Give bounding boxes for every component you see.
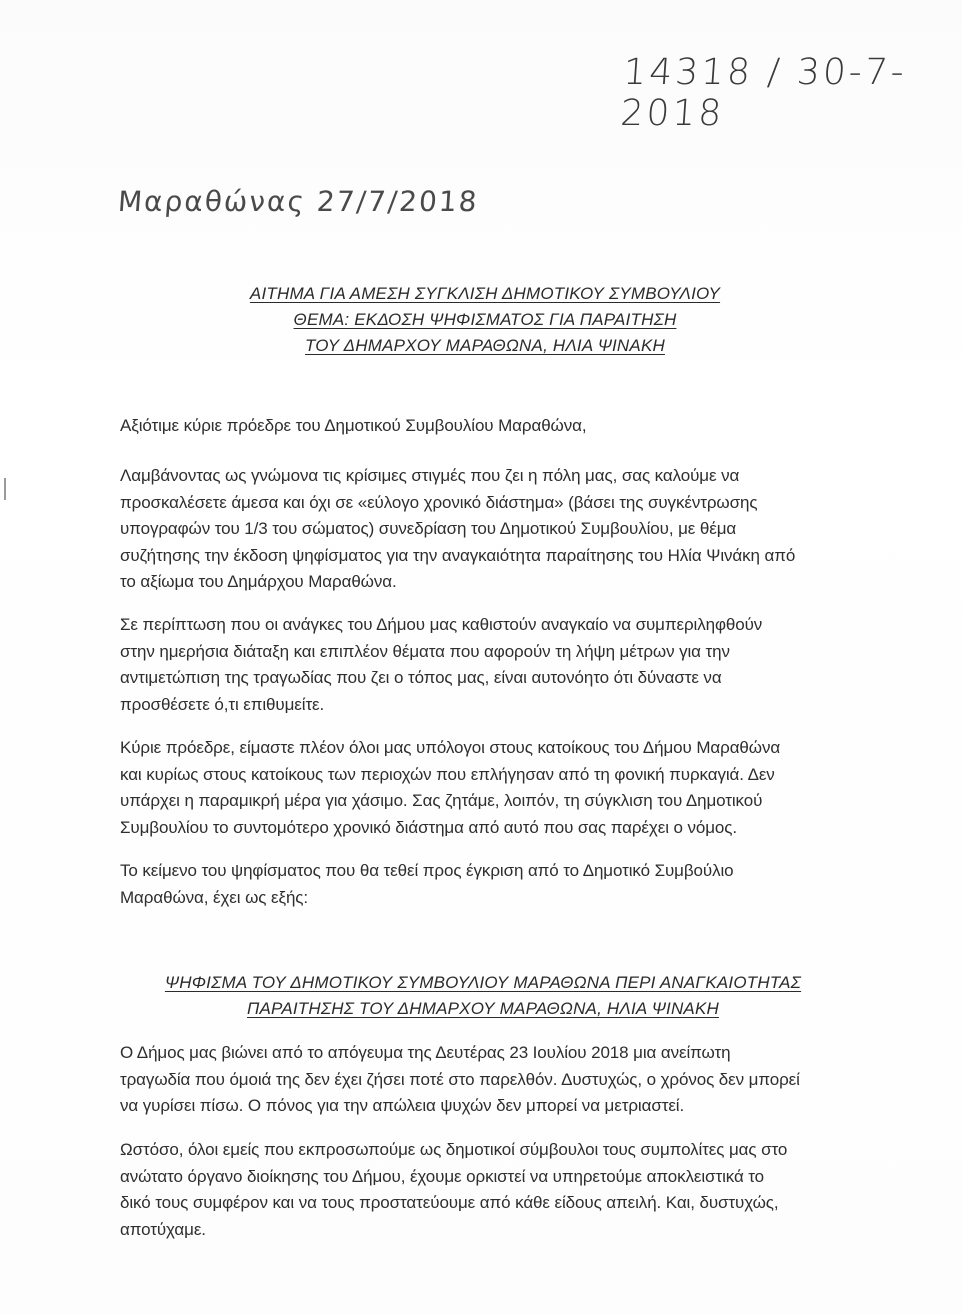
- text-line: Το κείμενο του ψηφίσματος που θα τεθεί προς έγκριση από το Δημοτικό Συμβούλιο: [120, 861, 734, 880]
- text-line: Ωστόσο, όλοι εμείς που εκπροσωπούμε ως δημοτικοί σύμβουλοι τους συμπολίτες μας στο: [120, 1140, 788, 1159]
- request-heading: [4, 281, 962, 359]
- request-heading-line: ΑΙΤΗΜΑ ΓΙΑ ΑΜΕΣΗ ΣΥΓΚΛΙΣΗ ΔΗΜΟΤΙΚΟΥ ΣΥΜΒΟΥΛΙΟΥ: [249, 284, 721, 303]
- paragraph-accountability: [120, 735, 860, 841]
- text-line: και κυρίως στους κατοίκους των περιοχών που επλήγησαν από τη φονική πυρκαγιά. Δεν: [120, 764, 775, 784]
- scan-margin-mark: [4, 478, 6, 500]
- handwritten-place-date: Μαραθώνας 27/7/2018: [116, 185, 480, 218]
- salutation-text: Αξιότιμε κύριε πρόεδρε του Δημοτικού Συμβουλίου Μαραθώνα,: [120, 416, 587, 435]
- text-line: υπογραφών του 1/3 του σώματος) συνεδρίαση του Δημοτικού Συμβουλίου, με θέμα: [120, 519, 737, 538]
- resolution-paragraph-tragedy: [120, 1040, 860, 1120]
- request-heading-line: ΘΕΜΑ: ΕΚΔΟΣΗ ΨΗΦΙΣΜΑΤΟΣ ΓΙΑ ΠΑΡΑΙΤΗΣΗ: [293, 310, 677, 329]
- text-line: δικό τους συμφέρον και να τους προστατεύουμε από κάθε είδους απειλή. Και, δυστυχώς,: [120, 1193, 779, 1212]
- resolution-heading-line: ΠΑΡΑΙΤΗΣΗΣ ΤΟΥ ΔΗΜΑΡΧΟΥ ΜΑΡΑΘΩΝΑ, ΗΛΙΑ ΨΙΝΑΚΗ: [247, 999, 719, 1018]
- text-line: Συμβουλίου το συντομότερο χρονικό διάστημα από αυτό που σας παρέχει ο νόμος.: [120, 817, 737, 837]
- text-line: Σε περίπτωση που οι ανάγκες του Δήμου μας καθιστούν αναγκαίο να συμπεριληφθούν: [120, 615, 763, 634]
- text-line: Κύριε πρόεδρε, είμαστε πλέον όλοι μας υπόλογοι στους κατοίκους του Δήμου Μαραθώνα: [120, 738, 781, 757]
- request-heading-line: ΤΟΥ ΔΗΜΑΡΧΟΥ ΜΑΡΑΘΩΝΑ, ΗΛΙΑ ΨΙΝΑΚΗ: [305, 336, 665, 355]
- text-line: προσθέσετε ό,τι επιθυμείτε.: [120, 694, 325, 714]
- text-line: συζήτησης την έκδοση ψηφίσματος για την αναγκαιότητα παραίτησης του Ηλία Ψινάκη από: [120, 545, 796, 565]
- text-line: να γυρίσει πίσω. Ο πόνος για την απώλεια ψυχών δεν μπορεί να μετριαστεί.: [120, 1096, 685, 1115]
- paragraph-request: [120, 463, 860, 596]
- text-line: υπάρχει η παραμικρή μέρα για χάσιμο. Σας ζητάμε, λοιπόν, τη σύγκλιση του Δημοτικού: [120, 791, 763, 810]
- text-line: το αξίωμα του Δημάρχου Μαραθώνα.: [120, 572, 397, 591]
- resolution-heading-line: ΨΗΦΙΣΜΑ ΤΟΥ ΔΗΜΟΤΙΚΟΥ ΣΥΜΒΟΥΛΙΟΥ ΜΑΡΑΘΩΝΑ ΠΕΡΙ ΑΝΑΓΚΑΙΟΤΗΤΑΣ: [164, 973, 802, 992]
- text-line: ανώτατο όργανο διοίκησης του Δήμου, έχουμε ορκιστεί να υπηρετούμε αποκλειστικά το: [120, 1166, 765, 1186]
- registration-stamp: 14318 / 30-7-2018: [619, 52, 909, 134]
- salutation: [120, 413, 860, 440]
- text-line: Μαραθώνα, έχει ως εξής:: [120, 887, 309, 907]
- text-line: Λαμβάνοντας ως γνώμονα τις κρίσιμες στιγμές που ζει η πόλη μας, σας καλούμε να: [120, 466, 740, 485]
- text-line: αντιμετώπιση της τραγωδίας που ζει ο τόπος μας, είναι αυτονόητο ότι δύναστε να: [120, 668, 722, 687]
- text-line: αποτύχαμε.: [120, 1219, 206, 1239]
- text-line: Ο Δήμος μας βιώνει από το απόγευμα της Δευτέρας 23 Ιουλίου 2018 μια ανείπωτη: [120, 1043, 731, 1062]
- text-line: στην ημερήσια διάταξη και επιπλέον θέματα που αφορούν τη λήψη μέτρων για την: [120, 641, 730, 661]
- paragraph-resolution-intro: [120, 858, 860, 911]
- text-line: προσκαλέσετε άμεσα και όχι σε «εύλογο χρονικό διάστημα» (βάσει της συγκέντρωσης: [120, 492, 758, 512]
- resolution-paragraph-duty: [120, 1137, 860, 1243]
- resolution-heading: [2, 970, 962, 1022]
- paragraph-agenda: [120, 612, 860, 718]
- text-line: τραγωδία που όμοιά της δεν έχει ζήσει ποτέ στο παρελθόν. Δυστυχώς, ο χρόνος δεν μπορεί: [120, 1069, 800, 1089]
